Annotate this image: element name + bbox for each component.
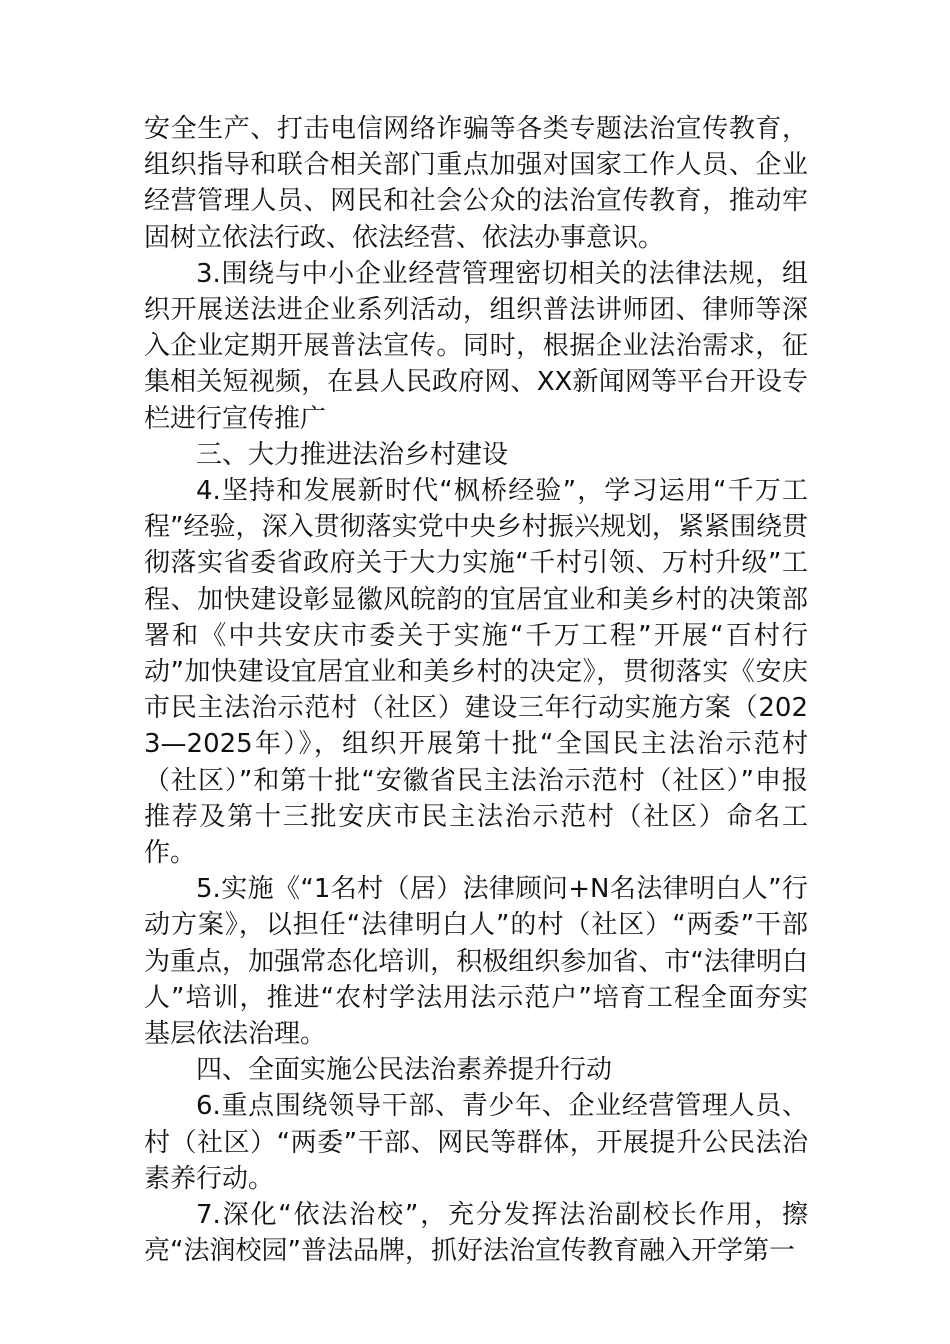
section-heading-4: 四、全面实施公民法治素养提升行动 <box>196 1055 613 1086</box>
section-heading-3: 三、大力推进法治乡村建设 <box>196 439 509 470</box>
paragraph-item-4: 4.坚持和发展新时代“枫桥经验”，学习运用“千万工程”经验，深入贯彻落实党中央乡村振兴规划，紧紧围绕贯彻落实省委省政府关于大力实施“千村引领、万村升级”工程、加快建设彰显徽风皖韵的宜居宜业和美乡村的决策部署和《中共安庆市委关于实施“千万工程”开展“百村行动”加快建设宜居宜业和美乡村的决定》，贯彻落实《安庆市民主法治示范村（社区）建设三年行动实施方案（2023—2025年）》，组织开展第十批“全国民主法治示范村（社区）”和第十批“安徽省民主法治示范村（社区）”申报推荐及第十三批安庆市民主法治示范村（社区）命名工作。 <box>144 476 808 869</box>
document-body <box>144 111 808 1270</box>
paragraph-continuation: 安全生产、打击电信网络诈骗等各类专题法治宣传教育，组织指导和联合相关部门重点加强对国家工作人员、企业经营管理人员、网民和社会公众的法治宣传教育，推动牢固树立依法行政、依法经营、依法办事意识。 <box>144 114 808 253</box>
paragraph-item-5: 5.实施《“1名村（居）法律顾问+N名法律明白人”行动方案》，以担任“法律明白人”的村（社区）“两委”干部为重点，加强常态化培训，积极组织参加省、市“法律明白人”培训，推进“农村学法用法示范户”培育工程全面夯实基层依法治理。 <box>144 874 808 1050</box>
paragraph-item-3: 3.围绕与中小企业经营管理密切相关的法律法规，组织开展送法进企业系列活动，组织普法讲师团、律师等深入企业定期开展普法宣传。同时，根据企业法治需求，征集相关短视频，在县人民政府网、XX新闻网等平台开设专栏进行宣传推广 <box>144 258 808 434</box>
paragraph-item-6: 6.重点围绕领导干部、青少年、企业经营管理人员、村（社区）“两委”干部、网民等群体，开展提升公民法治素养行动。 <box>144 1091 808 1194</box>
paragraph-item-7: 7.深化“依法治校”，充分发挥法治副校长作用，擦亮“法润校园”普法品牌，抓好法治宣传教育融入开学第一 <box>144 1200 808 1267</box>
